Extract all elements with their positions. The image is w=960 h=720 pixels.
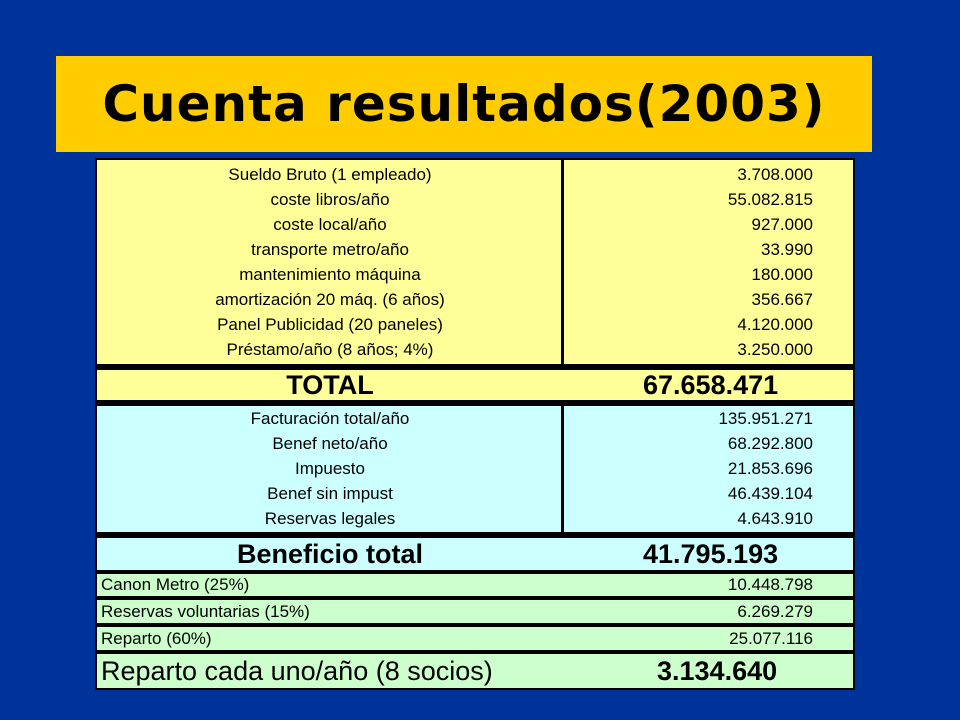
cost-value: 927.000 <box>751 214 813 234</box>
income-label: Facturación total/año <box>250 408 410 428</box>
total-row <box>95 368 855 402</box>
income-label: Benef sin impust <box>267 483 393 503</box>
cost-value: 180.000 <box>751 264 813 284</box>
table-row <box>97 431 853 456</box>
distribution-value: 25.077.116 <box>729 628 813 648</box>
table-row <box>97 287 853 312</box>
income-value: 135.951.271 <box>718 408 813 428</box>
table-row <box>97 506 853 531</box>
table-row <box>97 370 853 400</box>
table-row <box>97 627 853 650</box>
income-label: Benef neto/año <box>272 433 388 453</box>
page-title: Cuenta resultados(2003) <box>102 75 826 133</box>
table-row <box>97 312 853 337</box>
total-value: 67.658.471 <box>643 369 779 400</box>
results-table <box>95 158 855 690</box>
table-row <box>97 481 853 506</box>
cost-label: Préstamo/año (8 años; 4%) <box>226 339 434 359</box>
table-row <box>97 406 853 431</box>
table-row <box>97 538 853 570</box>
cost-label: amortización 20 máq. (6 años) <box>215 289 445 309</box>
per-partner-value: 3.134.640 <box>657 655 778 686</box>
table-row <box>97 162 853 187</box>
cost-value: 55.082.815 <box>727 189 813 209</box>
cost-label: Sueldo Bruto (1 empleado) <box>228 164 432 184</box>
income-label: Reservas legales <box>264 508 396 528</box>
distribution-value: 6.269.279 <box>737 601 813 621</box>
per-partner-label: Reparto cada uno/año (8 socios) <box>101 655 493 686</box>
per-partner-row <box>95 652 855 690</box>
cost-value: 4.120.000 <box>737 314 813 334</box>
table-row <box>97 456 853 481</box>
income-label: Impuesto <box>295 458 365 478</box>
title-banner <box>56 56 872 152</box>
table-row <box>97 212 853 237</box>
profit-total-value: 41.795.193 <box>643 538 779 569</box>
table-row <box>97 337 853 362</box>
profit-total-label: Beneficio total <box>236 538 424 569</box>
income-block <box>95 404 855 534</box>
income-value: 68.292.800 <box>727 433 813 453</box>
cost-label: coste libros/año <box>270 189 390 209</box>
cost-value: 33.990 <box>761 239 813 259</box>
table-row <box>97 574 853 596</box>
income-value: 46.439.104 <box>727 483 813 503</box>
cost-value: 356.667 <box>751 289 813 309</box>
table-row <box>97 187 853 212</box>
cost-value: 3.250.000 <box>737 339 813 359</box>
distribution-row <box>95 572 855 598</box>
table-row <box>97 600 853 623</box>
income-value: 21.853.696 <box>727 458 813 478</box>
distribution-row <box>95 625 855 652</box>
table-row <box>97 654 853 688</box>
total-label: TOTAL <box>286 369 374 400</box>
profit-total-row <box>95 536 855 572</box>
cost-value: 3.708.000 <box>737 164 813 184</box>
cost-label: transporte metro/año <box>251 239 409 259</box>
distribution-label: Reparto (60%) <box>101 628 212 648</box>
distribution-row <box>95 598 855 625</box>
distribution-value: 10.448.798 <box>727 575 813 594</box>
distribution-label: Reservas voluntarias (15%) <box>101 601 310 621</box>
table-row <box>97 237 853 262</box>
cost-label: Panel Publicidad (20 paneles) <box>217 314 443 334</box>
table-row <box>97 262 853 287</box>
income-value: 4.643.910 <box>737 508 813 528</box>
distribution-label: Canon Metro (25%) <box>101 575 250 594</box>
cost-label: coste local/año <box>273 214 387 234</box>
cost-label: mantenimiento máquina <box>239 264 421 284</box>
costs-block <box>95 158 855 366</box>
